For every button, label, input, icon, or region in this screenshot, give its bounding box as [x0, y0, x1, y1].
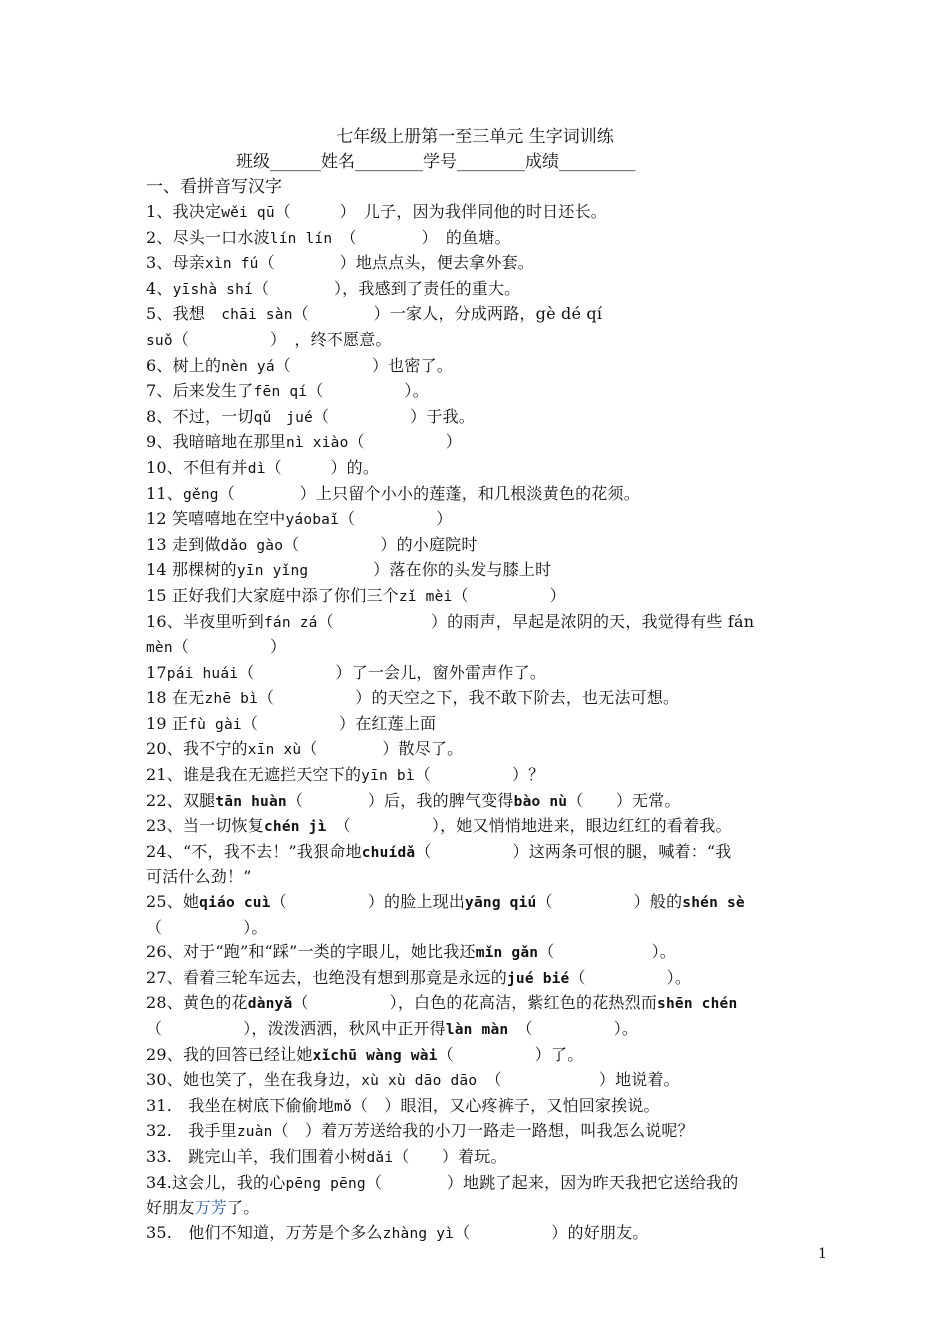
question-line: [146, 1145, 816, 1171]
question-line: [146, 763, 816, 789]
question-text: 1、我决定: [146, 202, 222, 221]
question-line: [146, 814, 816, 840]
question-text: （ ）了。: [437, 1044, 584, 1064]
pinyin-prompt: lín lín: [269, 230, 333, 247]
question-text: 34.这会儿，我的心: [146, 1172, 286, 1192]
question-text: 30、她也笑了，坐在我身边，: [146, 1070, 362, 1090]
question-text: 27、看着三轮车远去，也绝没有想到那竟是永远的: [146, 967, 507, 987]
pinyin-prompt: wěi qū: [221, 205, 275, 221]
pinyin-prompt: xù xù dāo dāo: [361, 1073, 478, 1090]
question-text: 4、: [146, 278, 173, 298]
question-text: （ ），我感到了责任的重大。: [252, 278, 521, 298]
pinyin-prompt: zhē bì: [204, 691, 259, 708]
question-line: [146, 1043, 816, 1069]
question-text: 6、树上的: [146, 355, 222, 375]
pinyin-prompt: yīn yǐng: [236, 563, 309, 580]
question-text: 22、双腿: [146, 790, 216, 810]
question-line: [146, 354, 816, 380]
question-text: （ ）的脸上现出: [270, 892, 466, 912]
pinyin-prompt: xīn xù: [247, 742, 302, 759]
question-text: 15 正好我们大家庭中添了你们三个: [146, 585, 399, 605]
question-text: （ ） 的鱼塘。: [332, 227, 511, 247]
question-text: 17: [146, 662, 167, 682]
question-text: （ ）着万芳送给我的小刀一路走一路想，叫我怎么说呢？: [272, 1121, 694, 1141]
question-text: （ ）于我。: [312, 406, 475, 426]
pinyin-prompt: suǒ: [146, 332, 173, 349]
pinyin-prompt: dǎo gào: [220, 537, 284, 554]
pinyin-prompt: mǒ: [334, 1098, 352, 1115]
question-text: 19 正: [146, 713, 189, 733]
question-text: （ ）: [172, 637, 287, 657]
question-line: [146, 789, 816, 815]
question-text: （ ）的好朋友。: [454, 1222, 649, 1242]
pinyin-prompt: qǔ jué: [253, 409, 313, 426]
question-line: [146, 277, 816, 303]
question-text: 25、她: [146, 892, 200, 912]
question-text: （ ）上只留个小小的莲蓬，和几根淡黄色的花须。: [218, 483, 640, 503]
question-line: [146, 251, 816, 277]
question-text: （ ）？: [414, 765, 545, 785]
question-line: [146, 1017, 816, 1043]
question-line: [146, 1068, 816, 1094]
question-text: 2、尽头一口水波: [146, 227, 270, 247]
pinyin-prompt: yāng qiú: [465, 895, 537, 912]
question-text: 26、对于“跑”和“踩”一类的字眼儿，她比我还: [146, 942, 476, 962]
question-text: 3、母亲: [146, 253, 205, 273]
question-text: （ ）般的: [536, 892, 683, 912]
question-text: 18 在无: [146, 688, 205, 708]
pinyin-prompt: shén sè: [682, 895, 745, 912]
question-line: [146, 1221, 816, 1247]
question-text: 10、不但有并: [146, 457, 248, 477]
pinyin-prompt: pēng pēng: [285, 1175, 366, 1192]
pinyin-prompt: xǐchū wàng wài: [312, 1047, 438, 1064]
question-text: （ ），她又悄悄地进来，眼边红红的看着我。: [326, 816, 732, 836]
question-text: 29、我的回答已经让她: [146, 1044, 313, 1064]
pinyin-prompt: zuàn: [236, 1124, 273, 1141]
question-text: 33. 跳完山羊，我们围着小树: [146, 1146, 367, 1166]
question-line: [146, 328, 816, 354]
question-text: （ ）眼泪，又心疼裤子，又怕回家挨说。: [351, 1095, 660, 1115]
question-text: （ ）。: [146, 917, 268, 937]
question-line: [146, 661, 816, 687]
pinyin-prompt: jué bié: [506, 970, 570, 987]
pinyin-prompt: zhàng yì: [382, 1225, 455, 1242]
question-text: （ ）这两条可恨的腿，喊着：“我: [415, 841, 732, 861]
question-text: （ ） ，终不愿意。: [172, 329, 392, 349]
name-link: 万芳: [194, 1198, 228, 1218]
page-number: 1: [818, 1246, 827, 1262]
question-line: [146, 686, 816, 712]
question-text: 12 笑嘻嘻地在空中: [146, 509, 286, 529]
question-text: （ ）。: [569, 967, 692, 987]
pinyin-prompt: chén jì: [263, 819, 327, 836]
question-text: （ ）。: [307, 381, 429, 401]
question-text: 28、黄色的花: [146, 993, 248, 1013]
pinyin-prompt: nì xiào: [285, 435, 349, 452]
question-text: （ ）后，我的脾气变得: [286, 790, 514, 810]
question-text: 31. 我坐在树底下偷偷地: [146, 1095, 335, 1115]
question-text: （ ）一家人，分成两路，gè dé qí: [292, 304, 603, 324]
question-text: （ ）的。: [265, 457, 380, 477]
pinyin-prompt: mèn: [146, 640, 173, 657]
pinyin-prompt: bào nù: [513, 793, 568, 810]
question-text: 5、我想: [146, 304, 222, 324]
question-text: 16、半夜里听到: [146, 611, 264, 631]
pinyin-prompt: nèn yá: [221, 358, 275, 375]
question-line: [146, 712, 816, 738]
question-text: 32. 我手里: [146, 1121, 237, 1141]
question-line: [146, 991, 816, 1017]
pinyin-prompt: dǎi: [366, 1149, 394, 1166]
pinyin-prompt: xìn fú: [204, 256, 259, 273]
question-text: （ ）了一会儿，窗外雷声作了。: [238, 662, 547, 682]
question-line: [146, 430, 816, 456]
question-text: 21、谁是我在无遮拦天空下的: [146, 765, 362, 785]
question-line: [146, 456, 816, 482]
question-line: [146, 533, 816, 559]
question-text: 24、“不，我不去！”我狠命地: [146, 841, 362, 861]
question-line: [146, 916, 816, 941]
question-text: （ ）: [339, 509, 453, 529]
question-text: （ ）在红莲上面: [241, 713, 437, 733]
question-text: （ ）也密了。: [274, 355, 453, 375]
pinyin-prompt: chuídǎ: [361, 844, 416, 861]
question-text: （ ）。: [508, 1019, 639, 1038]
page-title: 七年级上册第一至三单元 生字词训练: [336, 127, 614, 147]
question-text: （ ）。: [538, 942, 677, 962]
question-line: [146, 840, 816, 866]
pinyin-prompt: yīshà shí: [172, 281, 253, 298]
question-line: [146, 940, 816, 966]
question-text: 8、不过，一切: [146, 406, 254, 426]
question-text: （ ）的天空之下，我不敢下阶去，也无法可想。: [258, 688, 680, 708]
pinyin-prompt: qiáo cuì: [199, 895, 271, 912]
question-line: [146, 226, 816, 252]
question-text: 了。: [227, 1198, 260, 1218]
question-line: [146, 558, 816, 584]
question-line: [146, 610, 816, 636]
section-heading: 一、看拼音写汉字: [146, 177, 282, 197]
question-text: （ ）的雨声，早起是浓阴的天，我觉得有些 fán: [317, 611, 755, 631]
question-text: 23、当一切恢复: [146, 816, 264, 836]
pinyin-prompt: fù gài: [188, 716, 242, 733]
question-line: [146, 890, 816, 916]
question-line: [146, 482, 816, 508]
question-text: 11、: [146, 483, 183, 503]
question-text: 7、后来发生了: [146, 381, 254, 401]
question-text: （ ）地点点头，便去拿外套。: [258, 253, 534, 273]
question-line: [146, 1196, 816, 1221]
question-line: [146, 584, 816, 610]
question-text: 好朋友: [146, 1198, 195, 1218]
pinyin-prompt: fán zá: [263, 614, 318, 631]
question-text: （ ）无常。: [567, 790, 681, 810]
question-text: ）落在你的头发与膝上时: [308, 560, 552, 580]
question-text: 14 那棵树的: [146, 560, 237, 580]
pinyin-prompt: zǐ mèi: [398, 588, 453, 605]
question-text: 35. 他们不知道，万芳是个多么: [146, 1222, 383, 1242]
question-text: （ ），泼泼洒洒，秋风中正开得: [146, 1019, 446, 1038]
question-line: [146, 737, 816, 763]
question-line: [146, 635, 816, 661]
question-text: （ ）散尽了。: [301, 739, 464, 759]
question-line: [146, 405, 816, 431]
question-line: [146, 302, 816, 328]
question-text: 20、我不宁的: [146, 739, 248, 759]
question-line: [146, 1171, 816, 1197]
pinyin-prompt: tān huàn: [215, 793, 287, 810]
pinyin-prompt: gěng: [182, 486, 219, 503]
question-text: （ ）: [452, 585, 566, 605]
question-text: （ ）地跳了起来，因为昨天我把它送给我的: [365, 1172, 739, 1192]
question-text: 可活什么劲！”: [146, 867, 252, 887]
question-text: （ ），白色的花高洁，紫红色的花热烈而: [292, 993, 658, 1013]
student-info-line: 班级______姓名________学号________成绩_________: [236, 152, 636, 172]
question-line: [146, 200, 816, 226]
pinyin-prompt: dì: [247, 460, 266, 477]
pinyin-prompt: mǐn gǎn: [475, 945, 539, 962]
pinyin-prompt: pái huái: [166, 665, 239, 682]
question-text: 9、我暗暗地在那里: [146, 432, 286, 452]
question-text: （ ）着玩。: [393, 1146, 507, 1166]
question-list: [146, 200, 816, 1246]
pinyin-prompt: shēn chén: [657, 996, 738, 1013]
pinyin-prompt: fēn qí: [253, 384, 308, 401]
pinyin-prompt: làn màn: [445, 1022, 509, 1038]
question-text: （ ）: [348, 432, 462, 452]
pinyin-prompt: dànyǎ: [247, 996, 293, 1013]
question-text: 13 走到做: [146, 534, 221, 554]
question-line: [146, 1119, 816, 1145]
pinyin-prompt: yáobaǐ: [285, 512, 340, 529]
question-line: [146, 865, 816, 890]
question-text: （ ）的小庭院时: [283, 534, 478, 554]
question-line: [146, 379, 816, 405]
question-text: （ ）地说着。: [477, 1070, 680, 1090]
pinyin-prompt: yīn bì: [361, 768, 415, 785]
question-text: （ ） 儿子，因为我伴同他的时日还长。: [274, 202, 607, 221]
question-line: [146, 1094, 816, 1120]
question-line: [146, 966, 816, 992]
question-line: [146, 507, 816, 533]
pinyin-prompt: chāi sàn: [221, 307, 293, 324]
